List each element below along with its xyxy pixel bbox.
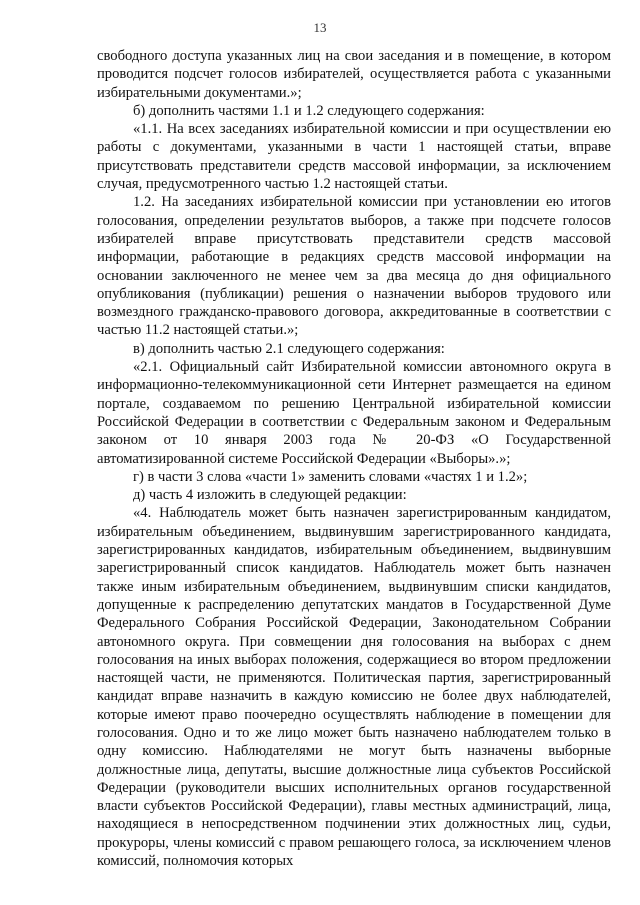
paragraph-item-b: б) дополнить частями 1.1 и 1.2 следующего содержания:	[133, 102, 485, 119]
paragraph-item-v: в) дополнить частью 2.1 следующего содержания:	[133, 340, 445, 357]
paragraph-part-1-2: 1.2. На заседаниях избирательной комиссии при установлении ею итогов голосования, определении результатов выборов, а также при подсчете голосов избирателей вправе присутствовать представители средств массовой информации, работающие в редакциях средств массовой информации на основании заключенного не менее чем за два месяца до дня официального опубликования (публикации) решения о назначении выборов трудового или возмездного гражданско-правового договора, аккредитованные в соответствии с частью 11.2 настоящей статьи.»;	[97, 194, 611, 339]
paragraph-part-4: «4. Наблюдатель может быть назначен зарегистрированным кандидатом, избирательным объединением, выдвинувшим зарегистрированного кандидата, зарегистрированных кандидатов, избирательным объединением, выдвинувшим зарегистрированный список кандидатов. Наблюдатель может быть назначен также иным избирательным объединением, выдвинувшим списки кандидатов, допущенные к распределению депутатских мандатов в Государственной Думе Федерального Собрания Российской Федерации, Законодательном Собрании автономного округа. При совмещении дня голосования на выборах с днем голосования на иных выборах положения, содержащиеся во втором предложении настоящей части, не применяются. Политическая партия, зарегистрированный кандидат вправе назначить в каждую комиссию не более двух наблюдателей, которые имеют право поочередно осуществлять наблюдение в помещении для голосования. Одно и то же лицо может быть назначено наблюдателем только в одну комиссию. Наблюдателями не могут быть назначены выборные должностные лица, депутаты, высшие должностные лица субъектов Российской Федерации (руководители высших исполнительных органов государственной власти субъектов Российской Федерации), главы местных администраций, лица, находящиеся в непосредственном подчинении этих должностных лиц, судьи, прокуроры, члены комиссий с правом решающего голоса, за исключением членов комиссий, полномочия которых	[97, 505, 611, 870]
paragraph-item-d: д) часть 4 изложить в следующей редакции:	[133, 487, 407, 504]
paragraph-continuation: свободного доступа указанных лиц на свои заседания и в помещение, в котором проводится подсчет голосов избирателей, осуществляется работа с указанными избирательными документами.»;	[97, 48, 611, 101]
paragraph-part-2-1: «2.1. Официальный сайт Избирательной комиссии автономного округа в информационно-телекоммуникационной сети Интернет размещается на едином портале, создаваемом по решению Центральной избирательной комиссии Российской Федерации в соответствии с Федеральным законом и Федеральным законом от 10 января 2003 года № 20-ФЗ «О Государственной автоматизированной системе Российской Федерации «Выборы».»;	[97, 359, 611, 467]
document-body	[97, 47, 611, 870]
page-number: 13	[313, 20, 327, 35]
paragraph-part-1-1: «1.1. На всех заседаниях избирательной комиссии и при осуществлении ею работы с документами, указанными в части 1 настоящей статьи, вправе присутствовать представители средств массовой информации, за исключением случая, предусмотренного частью 1.2 настоящей статьи.	[97, 121, 611, 193]
paragraph-item-g: г) в части 3 слова «части 1» заменить словами «частях 1 и 1.2»;	[133, 468, 528, 485]
